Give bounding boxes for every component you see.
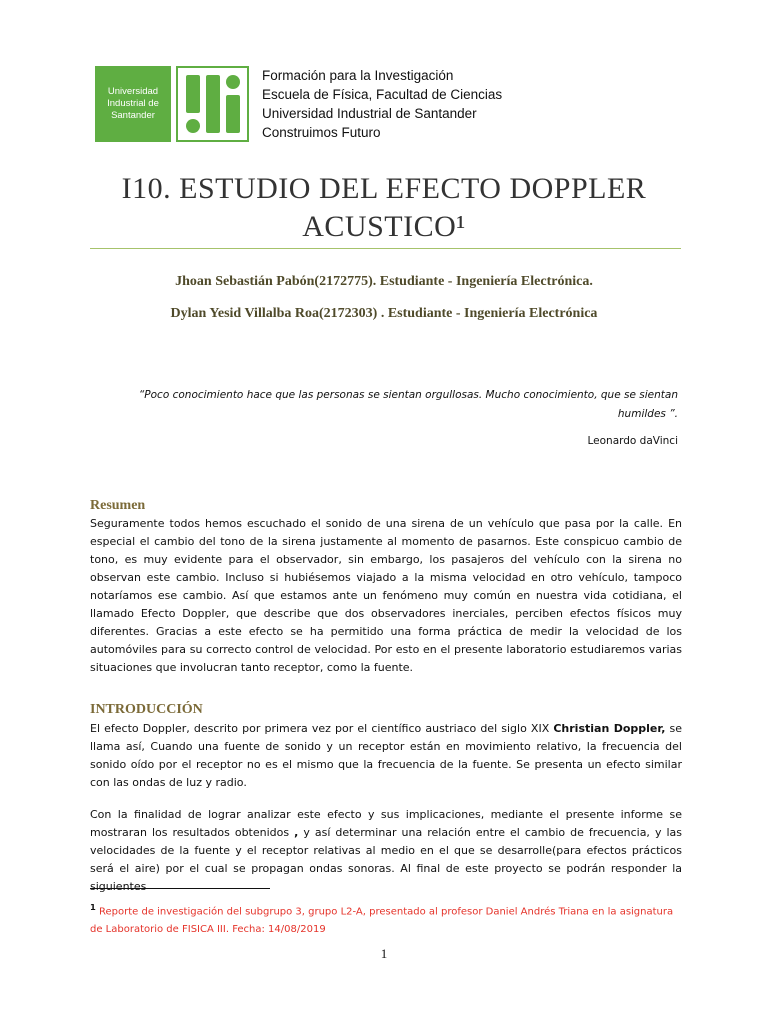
uis-emblem-icon	[176, 66, 249, 142]
university-logo-green	[95, 66, 171, 142]
emphasis-mark: ,	[294, 826, 299, 839]
document-title	[80, 170, 688, 246]
footnote-mark: 1	[90, 902, 96, 912]
introduction-paragraph-1	[90, 720, 682, 792]
header-line: Universidad Industrial de Santander	[262, 106, 477, 121]
institution-header	[262, 66, 502, 142]
logo-line: Industrial de	[107, 98, 159, 109]
logo-line: Universidad	[107, 86, 159, 97]
title-line-1: I10. ESTUDIO DEL EFECTO DOPPLER	[121, 172, 647, 205]
introduction-paragraph-2	[90, 806, 682, 896]
text-run: y así determinar una relación entre el cambio de frecuencia, y las velocidades de la fuente y el receptor relativas al medio en el que se desarrolle(para efectos prácticos será el aire) por el cual se propagan ondas sonoras. Al final de este proyecto se podrán responder la siguientes	[90, 826, 682, 893]
header-line: Formación para la Investigación	[262, 68, 454, 83]
epigraph-quote: “Poco conocimiento hace que las personas se sientan orgullosas. Mucho conocimiento, que se sientan humildes ”.	[138, 389, 678, 420]
epigraph-author: Leonardo daVinci	[587, 435, 678, 447]
text-run: Con la finalidad de lograr analizar este efecto y sus implicaciones, mediante el presente informe se mostraran los resultados obtenidos	[90, 808, 682, 839]
introduction-heading: INTRODUCCIÓN	[90, 702, 203, 717]
logo-line: Santander	[111, 110, 155, 121]
page-number: 1	[380, 946, 388, 961]
text-run: El efecto Doppler, descrito por primera vez por el científico austriaco del siglo XIX	[90, 722, 554, 735]
footnote-divider	[90, 888, 270, 889]
header-line: Escuela de Física, Facultad de Ciencias	[262, 87, 503, 102]
abstract-heading: Resumen	[90, 498, 146, 513]
emphasis-name: Christian Doppler,	[553, 722, 666, 735]
text-run: se llama así, Cuando una fuente de sonido y un receptor están en movimiento relativo, la frecuencia del sonido oído por el receptor no es el mismo que la frecuencia de la fuente. Se presenta un efecto similar con las ondas de luz y radio.	[90, 722, 682, 789]
header-line: Construimos Futuro	[262, 125, 381, 140]
author-1: Jhoan Sebastián Pabón(2172775). Estudiante - Ingeniería Electrónica.	[175, 274, 593, 289]
author-2: Dylan Yesid Villalba Roa(2172303) . Estudiante - Ingeniería Electrónica	[170, 306, 598, 321]
abstract-text: Seguramente todos hemos escuchado el sonido de una sirena de un vehículo que pasa por la calle. En especial el cambio del tono de la sirena justamente al momento de pasarnos. Este conspicuo cambio de tono, es muy evidente para el observador, sin embargo, los pasajeros del vehículo con la sirena no observan este cambio. Incluso si hubiésemos viajado a la misma velocidad en otro vehículo, tampoco notaríamos ese cambio. Así que estamos ante un fenómeno muy común en nuestra vida cotidiana, el llamado Efecto Doppler, que describe que dos observadores inerciales, perciben efectos físicos muy diferentes. Gracias a este efecto se ha permitido una forma práctica de medir la velocidad de los automóviles para su correcto control de velocidad. Por esto en el presente laboratorio estudiaremos varias situaciones que involucran tanto receptor, como la fuente.	[90, 517, 682, 674]
title-line-2: ACUSTICO¹	[302, 210, 466, 243]
footnote-text: Reporte de investigación del subgrupo 3, grupo L2-A, presentado al profesor Daniel Andrés Triana en la asignatura de Laboratorio de FISICA III. Fecha: 14/08/2019	[90, 906, 674, 936]
footnote	[90, 898, 682, 939]
title-divider	[90, 248, 681, 249]
